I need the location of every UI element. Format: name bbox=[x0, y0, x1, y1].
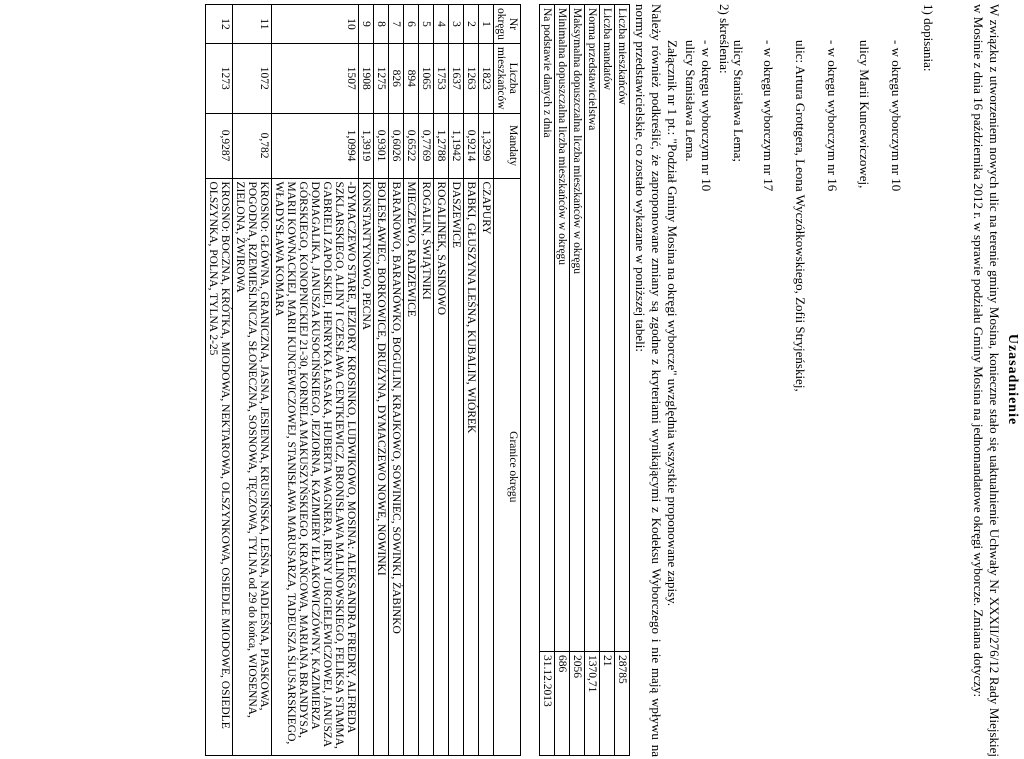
summary-value: 21 bbox=[600, 652, 615, 756]
list1-title: 1) dopisania: bbox=[921, 4, 936, 72]
district-population: 826 bbox=[389, 43, 404, 113]
list1-line: ulicy Marii Kuncewiczowej, bbox=[857, 40, 872, 189]
district-row bbox=[389, 5, 404, 756]
list2-line: ulicy Stanisława Lema. bbox=[683, 40, 698, 162]
summary-row bbox=[585, 5, 600, 756]
summary-row bbox=[570, 5, 585, 756]
district-boundaries: MIECZEWO, RADZEWICE bbox=[404, 178, 419, 755]
district-boundaries: BARANOWO, BARANÓWKO, BOGULIN, KRAJKOWO, SOWINIEC, SOWINKI, ŻABINKO bbox=[389, 178, 404, 755]
district-mandates: 0,7769 bbox=[419, 113, 434, 178]
district-boundaries: BABKI, GŁUSZYNA LEŚNA, KUBALIN, WIÓREK bbox=[464, 178, 479, 755]
district-nr: 4 bbox=[434, 5, 449, 44]
summary-table bbox=[539, 4, 630, 756]
list1-line: ulicy Stanisława Lema; bbox=[731, 40, 746, 163]
district-mandates: 0,9287 bbox=[206, 113, 233, 178]
header-granice: Granice okręgu bbox=[494, 178, 521, 755]
summary-label: Norma przedstawicielstwa bbox=[585, 5, 600, 652]
district-nr: 1 bbox=[479, 5, 494, 44]
district-row bbox=[464, 5, 479, 756]
summary-value: 1370,71 bbox=[585, 652, 600, 756]
district-row bbox=[449, 5, 464, 756]
district-row bbox=[233, 5, 272, 756]
district-boundaries: BOLESŁAWIEC, BORKOWICE, DRUŻYNA, DYMACZEWO NOWE, NOWINKI bbox=[374, 178, 389, 755]
summary-row bbox=[540, 5, 555, 756]
district-row bbox=[479, 5, 494, 756]
summary-row bbox=[600, 5, 615, 756]
summary-value: 686 bbox=[555, 652, 570, 756]
district-nr: 6 bbox=[404, 5, 419, 44]
document-heading: Uzasadnienie bbox=[1005, 333, 1020, 426]
district-boundaries: KROSNO: GŁÓWNA, GRANICZNA, JASNA, JESIENNA, KRUSIŃSKA, LEŚNA, NADLEŚNA, PIASKOWA, POGODNA, RZEMIEŚLNICZA, SŁONECZNA, SOSNOWA, TĘCZOWA, TYLNA od 29 do końca, WIOSENNA, ZIELONA, ŻWIROWA bbox=[233, 178, 272, 755]
district-nr: 5 bbox=[419, 5, 434, 44]
district-nr: 3 bbox=[449, 5, 464, 44]
district-row bbox=[272, 5, 359, 756]
district-mandates: 1,3299 bbox=[479, 113, 494, 178]
district-population: 1273 bbox=[206, 43, 233, 113]
header-mieszkancy: Liczba mieszkańców bbox=[494, 43, 521, 113]
district-population: 1065 bbox=[419, 43, 434, 113]
district-mandates: 1,1942 bbox=[449, 113, 464, 178]
list2-title: 2) skreślenia: bbox=[717, 4, 732, 74]
district-boundaries: ROGALINEK, SASINOWO bbox=[434, 178, 449, 755]
district-population: 1753 bbox=[434, 43, 449, 113]
summary-label: Minimalna dopuszczalna liczba mieszkańców w okręgu bbox=[555, 5, 570, 652]
district-boundaries: DASZEWICE bbox=[449, 178, 464, 755]
district-population: 894 bbox=[404, 43, 419, 113]
district-boundaries: KROSNO: BOCZNA, KRÓTKA, MIODOWA, NEKTAROWA, OLSZYNKOWA, OSIEDLE MIODOWE, OSIEDLE OLSZYNKA, POLNA, TYLNA 2-25 bbox=[206, 178, 233, 755]
district-mandates: 1,0994 bbox=[272, 113, 359, 178]
district-population: 1263 bbox=[464, 43, 479, 113]
summary-row bbox=[615, 5, 630, 756]
district-row bbox=[434, 5, 449, 756]
district-row bbox=[359, 5, 374, 756]
district-nr: 7 bbox=[389, 5, 404, 44]
list1-line: - w okręgu wyborczym nr 10 bbox=[889, 40, 904, 192]
district-population: 1072 bbox=[233, 43, 272, 113]
district-row bbox=[206, 5, 233, 756]
district-nr: 2 bbox=[464, 5, 479, 44]
district-mandates: 0,782 bbox=[233, 113, 272, 178]
list1-line: - w okręgu wyborczym nr 16 bbox=[825, 40, 840, 192]
summary-value: 2056 bbox=[570, 652, 585, 756]
district-row bbox=[404, 5, 419, 756]
list1-line: - w okręgu wyborczym nr 17 bbox=[761, 40, 776, 192]
list2-line: - w okręgu wyborczym nr 10 bbox=[699, 40, 714, 192]
district-nr: 8 bbox=[374, 5, 389, 44]
districts-table bbox=[205, 4, 521, 756]
district-mandates: 1,3919 bbox=[359, 113, 374, 178]
district-nr: 10 bbox=[272, 5, 359, 44]
intro-paragraph: W związku z utworzeniem nowych ulic na terenie gminy Mosina, konieczne stało się uaktualnienie Uchwały Nr XXXII/276/12 Rady Miejskiej w Mosinie z dnia 16 października 2012 r. w sprawie podziału Gminy Mosina na jednomandatowe okręgi wyborcze. Zmiana dotyczy: bbox=[971, 4, 1002, 757]
district-nr: 11 bbox=[233, 5, 272, 44]
summary-value: 28785 bbox=[615, 652, 630, 756]
summary-label: Na podstawie danych z dnia bbox=[540, 5, 555, 652]
districts-header-row bbox=[494, 5, 521, 756]
summary-label: Liczba mieszkańców bbox=[615, 5, 630, 652]
compliance-note: Należy również podkreślić, że zaproponowane zmiany są zgodne z kryteriami wynikającymi z Kodeksu Wyborczego i nie mają wpływu na normy przedstawicielskie, co zostało wykazane w poniższej tabeli: bbox=[633, 4, 664, 757]
district-mandates: 0,6522 bbox=[404, 113, 419, 178]
district-population: 1275 bbox=[374, 43, 389, 113]
list1-line: ulic: Artura Grottgera, Leona Wyczółkowskiego, Zofii Stryjeńskiej, bbox=[793, 40, 808, 392]
district-row bbox=[419, 5, 434, 756]
district-boundaries: CZAPURY bbox=[479, 178, 494, 755]
district-mandates: 0,6026 bbox=[389, 113, 404, 178]
summary-value: 31.12.2013 bbox=[540, 652, 555, 756]
district-population: 1908 bbox=[359, 43, 374, 113]
summary-row bbox=[555, 5, 570, 756]
district-mandates: 0,9301 bbox=[374, 113, 389, 178]
district-nr: 9 bbox=[359, 5, 374, 44]
attachment-note: Załącznik nr 1 pt.: "Podział Gminy Mosina na okręgi wyborcze" uwzględnia wszystkie proponowane zapisy. bbox=[665, 40, 680, 607]
district-nr: 12 bbox=[206, 5, 233, 44]
district-boundaries: KONSTANTYNOWO, PECNA bbox=[359, 178, 374, 755]
district-population: 1823 bbox=[479, 43, 494, 113]
district-mandates: 1,2788 bbox=[434, 113, 449, 178]
header-mandaty: Mandaty bbox=[494, 113, 521, 178]
district-boundaries: -DYMACZEWO STARE, JEZIORY, KROSINKO, LUDWIKOWO, MOSINA: ALEKSANDRA FREDRY, ALFREDA SZKLARSKIEGO, ALINY I CZESŁAWA CENTKIEWICZ, BRONISŁAWA MALINOWSKIEGO, FELIKSA STAMMA, GABRIELI ZAPOLSKIEJ, HENRYKA ŁASAKA, HUBERTA WAGNERA, IRENY JURGIELEWICZOWEJ, JANUSZA DOMAGALIKA, JANUSZA KUSOCIŃSKIEGO, JEZIORNA, KAZIMIERY IŁŁAKOWICZÓWNY, KAZIMIERZA GÓRSKIEGO, KONOPNICKIEJ 21-30, KORNELA MAKUSZYŃSKIEGO, KRAŃCOWA, MARIANA BRANDYSA, MARII KOWNACKIEJ, MARII KUNCEWICZOWEJ, STANISŁAWA MARUSARZA, TADEUSZA ŚLUSARSKIEGO, WŁADYSŁAWA KOMARA bbox=[272, 178, 359, 755]
district-boundaries: ROGALIN, ŚWIĄTNIKI bbox=[419, 178, 434, 755]
header-nr: Nr okręgu bbox=[494, 5, 521, 44]
district-population: 1637 bbox=[449, 43, 464, 113]
summary-label: Maksymalna dopuszczalna liczba mieszkańców w okręgu bbox=[570, 5, 585, 652]
district-population: 1507 bbox=[272, 43, 359, 113]
district-mandates: 0,9214 bbox=[464, 113, 479, 178]
summary-label: Liczba mandatów bbox=[600, 5, 615, 652]
district-row bbox=[374, 5, 389, 756]
